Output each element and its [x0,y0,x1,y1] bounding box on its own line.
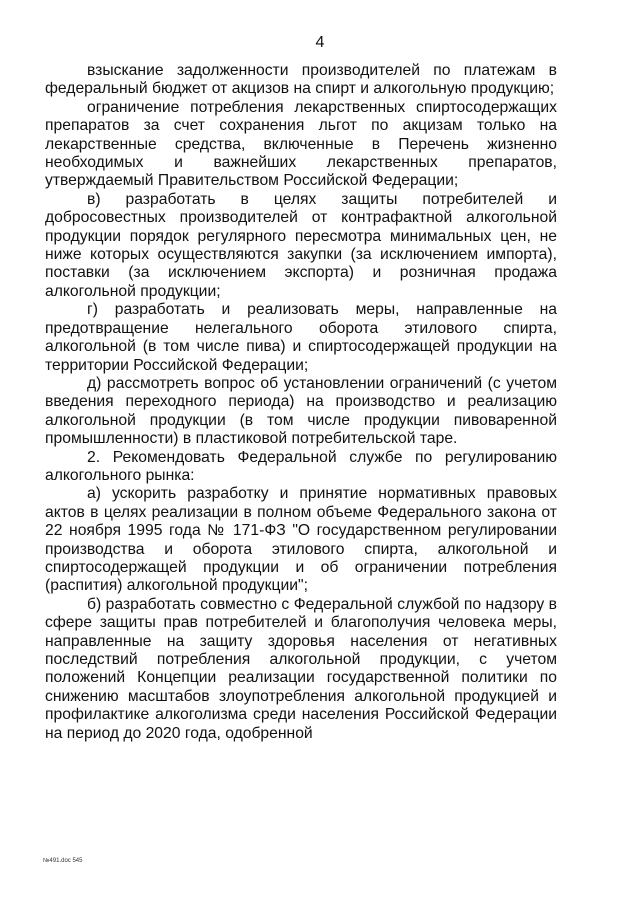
page-number: 4 [315,34,325,51]
paragraph-debt-collection: взыскание задолженности производителей по платежам в федеральный бюджет от акцизов на спирт и алкогольную продукцию; [45,62,557,98]
paragraph-section-2: 2. Рекомендовать Федеральной службе по регулированию алкогольного рынка: [45,448,557,484]
paragraph-item-a: а) ускорить разработку и принятие нормативных правовых актов в целях реализации в полном объеме Федерального закона от 22 ноября 1995 года № 171-ФЗ "О государственном регулировании производства и оборота этилового спирта, алкогольной и спиртосодержащей продукции и об ограничении потребления (распития) алкогольной продукции"; [45,485,557,595]
document-body [45,62,557,743]
paragraph-item-d: д) рассмотреть вопрос об установлении ограничений (с учетом введения переходного периода) на производство и реализацию алкогольной продукции (в том числе продукции пивоваренной промышленности) в пластиковой потребительской таре. [45,374,557,448]
paragraph-item-g: г) разработать и реализовать меры, направленные на предотвращение нелегального оборота этилового спирта, алкогольной (в том числе пива) и спиртосодержащей продукции на территории Российской Федерации; [45,301,557,374]
paragraph-item-b: б) разработать совместно с Федеральной службой по надзору в сфере защиты прав потребителей и благополучия человека меры, направленные на защиту здоровья населения от негативных последствий потребления алкогольной продукции, с учетом положений Концепции реализации государственной политики по снижению масштабов злоупотребления алкогольной продукцией и профилактике алкоголизма среди населения Российской Федерации на период до 2020 года, одобренной [45,595,557,742]
paragraph-item-v: в) разработать в целях защиты потребителей и добросовестных производителей от контрафактной алкогольной продукции порядок регулярного пересмотра минимальных цен, не ниже которых осуществляются закупки (за исключением импорта), поставки (за исключением экспорта) и розничная продажа алкогольной продукции; [45,190,557,300]
paragraph-medicine-limits: ограничение потребления лекарственных спиртосодержащих препаратов за счет сохранения льгот по акцизам только на лекарственные средства, включенные в Перечень жизненно необходимых и важнейших лекарственных препаратов, утверждаемый Правительством Российской Федерации; [45,98,557,190]
footer-document-code: №491.doc 545 [43,858,83,864]
